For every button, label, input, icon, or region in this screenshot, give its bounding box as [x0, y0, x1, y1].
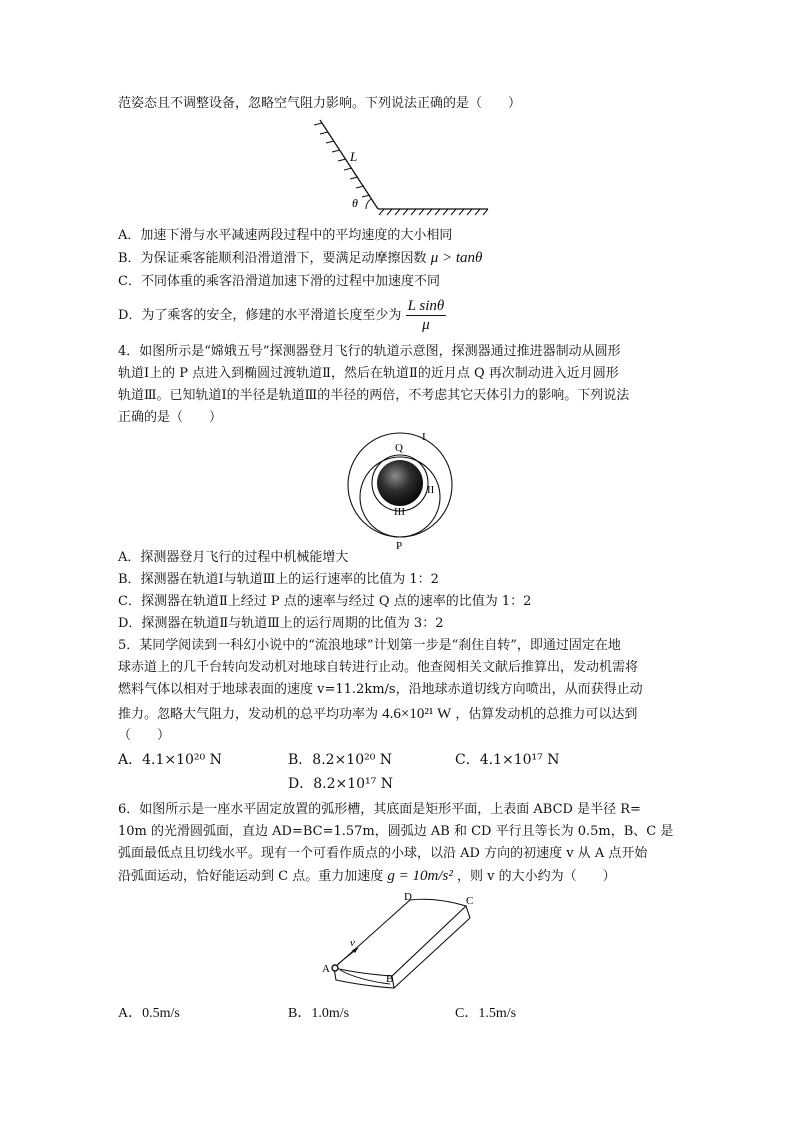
- q6-option-c: C．1.5m/s: [455, 1006, 517, 1021]
- q5-line-1: 5．某同学阅读到一科幻小说中的“流浪地球”计划第一步是“刹住自转”，即通过固定在地: [118, 638, 621, 653]
- ball: [332, 965, 338, 971]
- q3-stem-tail: 范姿态且不调整设备，忽略空气阻力影响。下列说法正确的是（ ）: [118, 96, 522, 111]
- q4-label-Q: Q: [395, 442, 403, 454]
- q5-power-formula: 4.6×10²¹ W: [382, 706, 452, 722]
- q6-label-D: D: [404, 891, 412, 903]
- q5-option-c: C．4.1×10¹⁷ N: [455, 752, 560, 768]
- q5-option-a: A．4.1×10²⁰ N: [118, 752, 222, 768]
- q4-label-P: P: [396, 540, 403, 552]
- q5-option-b: B．8.2×10²⁰ N: [288, 752, 393, 768]
- q4-label-orbit-2: II: [427, 484, 435, 496]
- q6-option-b: B．1.0m/s: [288, 1006, 350, 1021]
- q4-label-orbit-3: III: [394, 506, 405, 518]
- q4-line-3: 轨道Ⅲ。已知轨道Ⅰ的半径是轨道Ⅲ的半径的两倍，不考虑其它天体引力的影响。下列说法: [118, 388, 630, 403]
- q6-gravity-formula: g = 10m/s²: [387, 868, 453, 884]
- q3-option-a: A．加速下滑与水平减速两段过程中的平均速度的大小相同: [118, 228, 453, 243]
- q6-label-v: v: [350, 937, 355, 949]
- q6-arc-groove-figure: [318, 888, 498, 1000]
- q4-line-4: 正确的是（ ）: [118, 410, 223, 425]
- q4-label-orbit-1: I: [422, 431, 426, 443]
- q3-incline-figure: [300, 115, 500, 225]
- q5-line-4: 推力。忽略大气阻力，发动机的总平均功率为 4.6×10²¹ W ，估算发动机的总推力可以达到: [118, 706, 638, 722]
- q5-line-2: 球赤道上的几千台转向发动机对地球自转进行止动。他查阅相关文献后推算出，发动机需将: [118, 660, 639, 675]
- q6-label-C: C: [466, 895, 474, 907]
- q5-line-3: 燃料气体以相对于地球表面的速度 v=11.2km/s，沿地球赤道切线方向喷出，从而获得止动: [118, 682, 643, 697]
- q6-label-A: A: [322, 963, 330, 975]
- q4-option-b: B．探测器在轨道Ⅰ与轨道Ⅲ上的运行速率的比值为 1：2: [118, 572, 439, 587]
- q4-option-c: C．探测器在轨道Ⅱ上经过 P 点的速率与经过 Q 点的速率的比值为 1：2: [118, 594, 532, 609]
- q5-line-5: （ ）: [118, 728, 171, 743]
- q4-orbit-figure: [340, 425, 460, 553]
- q6-line-3: 弧面最低点且切线水平。现有一个可看作质点的小球，以沿 AD 方向的初速度 v 从 A 点开始: [118, 846, 648, 861]
- q6-line-4: 沿弧面运动，恰好能运动到 C 点。重力加速度 g = 10m/s² ，则 v 的大小约为（ ）: [118, 868, 616, 884]
- q3-label-L: L: [350, 149, 358, 164]
- q6-line-1: 6．如图所示是一座水平固定放置的弧形槽，其底面是矩形平面，上表面 ABCD 是半径 R=: [118, 802, 641, 817]
- q4-line-2: 轨道Ⅰ上的 P 点进入到椭圆过渡轨道Ⅱ，然后在轨道Ⅱ的近月点 Q 再次制动进入近月圆形: [118, 366, 619, 381]
- q3-option-d: D．为了乘客的安全，修建的水平滑道长度至少为 $\frac{\text{L sinθ}}{\mu}$: [118, 298, 445, 333]
- q4-option-a: A．探测器登月飞行的过程中机械能增大: [118, 550, 349, 565]
- q3-option-c: C．不同体重的乘客沿滑道加速下滑的过程中加速度不同: [118, 274, 440, 289]
- q5-option-d: D．8.2×10¹⁷ N: [288, 776, 393, 792]
- moon: [377, 460, 423, 506]
- q4-line-1: 4．如图所示是“嫦娥五号”探测器登月飞行的轨道示意图，探测器通过推进器制动从圆形: [118, 344, 621, 359]
- q6-line-2: 10m 的光滑圆弧面，直边 AD=BC=1.57m，圆弧边 AB 和 CD 平行且等长为 0.5m，B、C 是: [118, 824, 674, 839]
- q3-option-d-fraction: $\frac{\text{L sinθ}}{\mu}$: [407, 298, 445, 333]
- q6-label-B: B: [386, 973, 394, 985]
- q3-label-theta: θ: [352, 196, 358, 210]
- q4-option-d: D．探测器在轨道Ⅱ与轨道Ⅲ上的运行周期的比值为 3：2: [118, 616, 444, 631]
- q3-option-b-formula: μ > tanθ: [430, 250, 483, 266]
- q3-option-b: B．为保证乘客能顺利沿滑道滑下，要满足动摩擦因数 μ > tanθ: [118, 250, 483, 266]
- q6-option-a: A．0.5m/s: [118, 1006, 180, 1021]
